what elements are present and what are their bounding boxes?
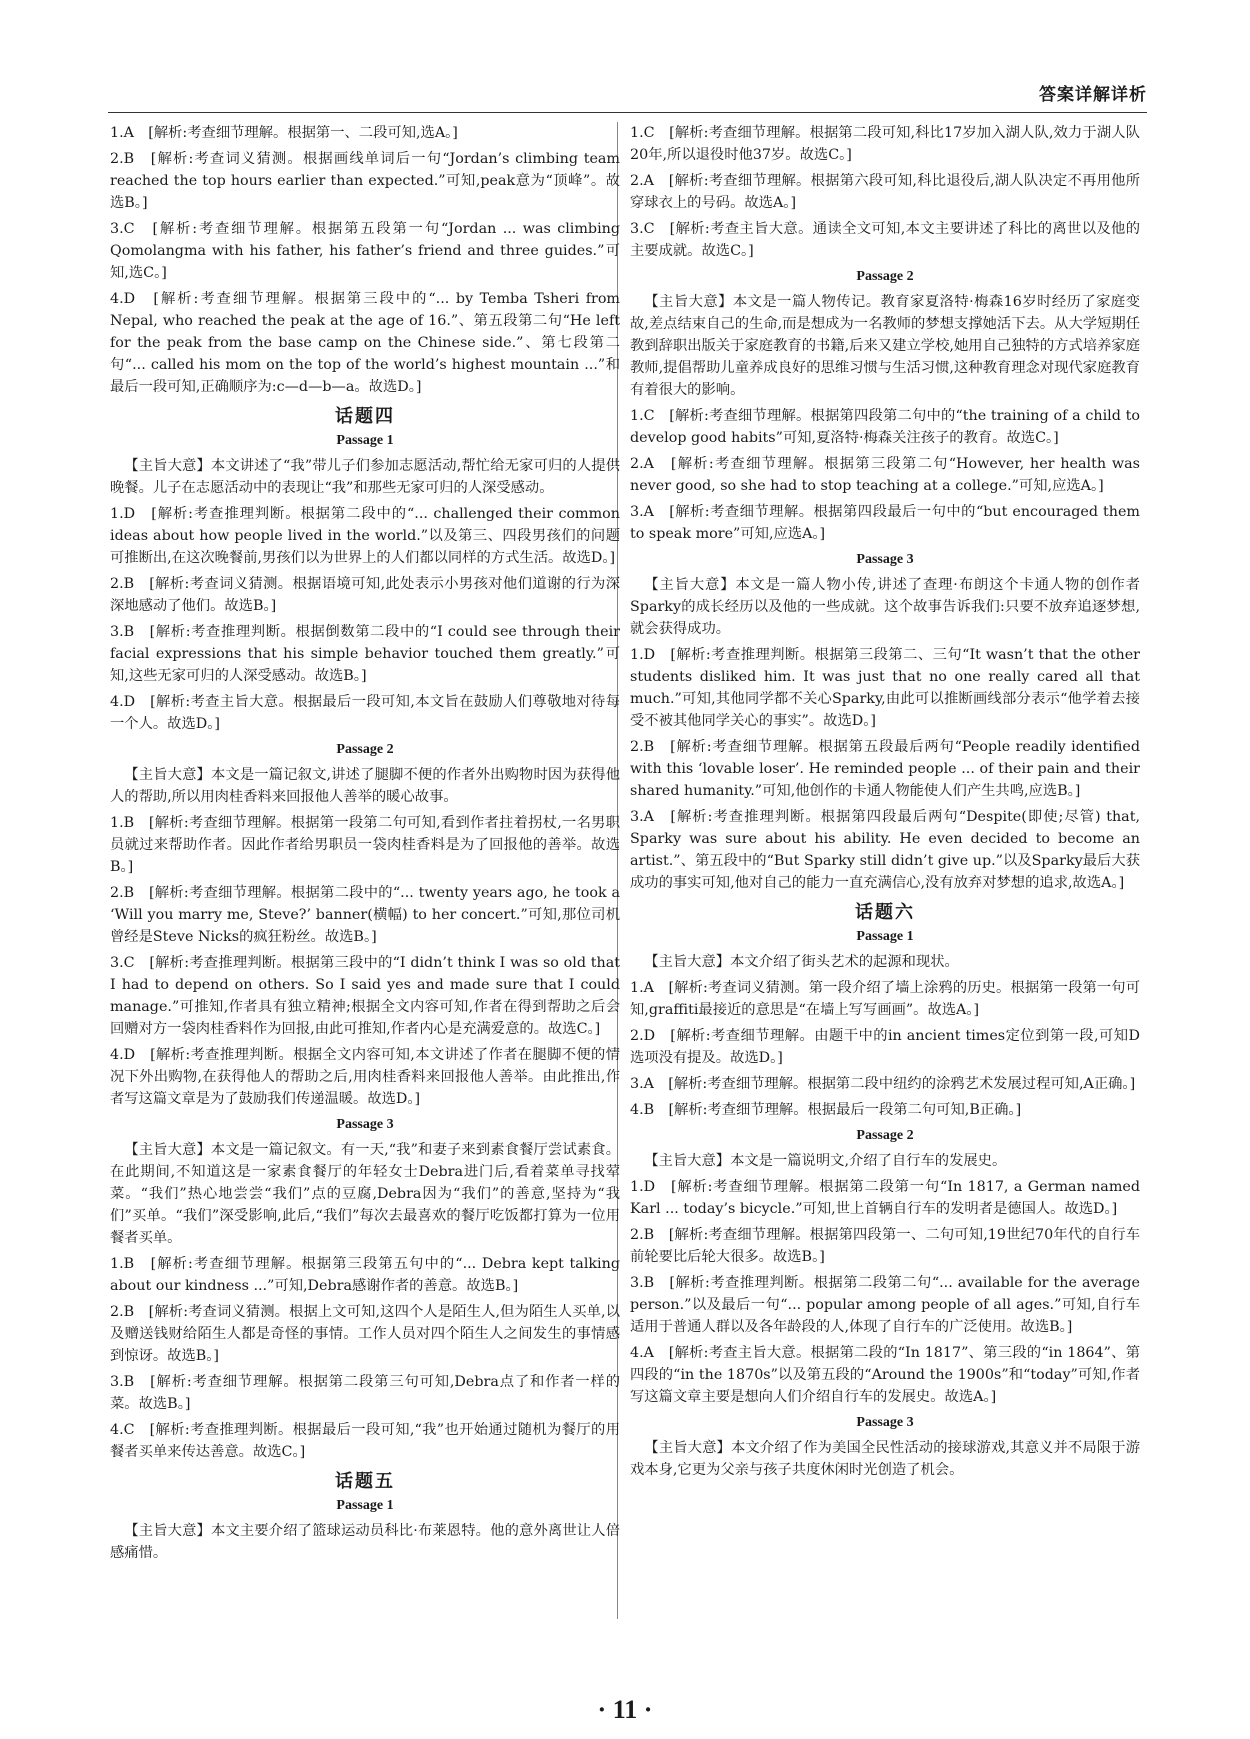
topic-heading: 话题四 [335, 406, 395, 427]
answer-item: 1.C [解析:考查细节理解。根据第二段可知,科比17岁加入湖人队,效力于湖人队20年,所以退役时他37岁。故选C。] [630, 125, 1140, 163]
summary-paragraph: 【主旨大意】本文是一篇人物小传,讲述了查理·布朗这个卡通人物的创作者Sparky的成长经历以及他的一些成就。这个故事告诉我们:只要不放弃追逐梦想,就会获得成功。 [630, 577, 1140, 637]
passage-heading: Passage 1 [856, 929, 914, 944]
answer-item: 4.D [解析:考查主旨大意。根据最后一段可知,本文旨在鼓励人们尊敬地对待每一个人。故选D。] [110, 694, 620, 732]
answer-item: 3.B [解析:考查推理判断。根据倒数第二段中的“I could see through their facial expressions that his simple behavior touched them greatly.”可知,这些无家可归的人深受感动。故选B。] [110, 624, 620, 684]
summary-paragraph: 【主旨大意】本文讲述了“我”带儿子们参加志愿活动,帮忙给无家可归的人提供晚餐。儿子在志愿活动中的表现让“我”和那些无家可归的人深受感动。 [110, 458, 620, 496]
answer-item: 3.C [解析:考查主旨大意。通读全文可知,本文主要讲述了科比的离世以及他的主要成就。故选C。] [630, 221, 1140, 259]
answer-item: 3.B [解析:考查细节理解。根据第二段第三句可知,Debra点了和作者一样的菜。故选B。] [110, 1374, 620, 1412]
passage-heading: Passage 2 [336, 742, 394, 757]
passage-heading: Passage 2 [856, 1128, 914, 1143]
answer-item: 3.A [解析:考查推理判断。根据第四段最后两句“Despite(即使;尽管) that, Sparky was sure about his ability. He even decided to become an artist.”、第五段中的“But Sparky still didn’t give up.”以及Sparky最后大获成功的事实可知,他对自己的能力一直充满信心,没有放弃对梦想的追求,故选A。] [630, 809, 1140, 891]
summary-paragraph: 【主旨大意】本文是一篇说明文,介绍了自行车的发展史。 [644, 1153, 1007, 1169]
passage-heading: Passage 3 [856, 552, 914, 567]
passage-heading: Passage 1 [336, 1498, 394, 1513]
answer-item: 1.A [解析:考查词义猜测。第一段介绍了墙上涂鸦的历史。根据第一段第一句可知,graffiti最接近的意思是“在墙上写写画画”。故选A。] [630, 980, 1140, 1018]
answer-item: 2.B [解析:考查细节理解。根据第五段最后两句“People readily identified with this ‘lovable loser’. He reminded people ... of their pain and their shared humanity.”可知,他创作的卡通人物能使人们产生共鸣,应选B。] [630, 739, 1140, 799]
passage-heading: Passage 2 [856, 269, 914, 284]
answer-item: 4.C [解析:考查推理判断。根据最后一段可知,“我”也开始通过随机为餐厅的用餐者买单来传达善意。故选C。] [110, 1422, 620, 1460]
answer-item: 2.B [解析:考查词义猜测。根据语境可知,此处表示小男孩对他们道谢的行为深深地感动了他们。故选B。] [110, 576, 620, 614]
answer-item: 1.C [解析:考查细节理解。根据第四段第二句中的“the training of a child to develop good habits”可知,夏洛特·梅森关注孩子的教育。故选C。] [630, 408, 1140, 446]
answer-item: 2.A [解析:考查细节理解。根据第六段可知,科比退役后,湖人队决定不再用他所穿球衣上的号码。故选A。] [630, 173, 1140, 211]
answer-item: 2.A [解析:考查细节理解。根据第三段第二句“However, her health was never good, so she had to stop teaching at a college.”可知,应选A。] [630, 456, 1140, 494]
page-number: · 11 · [597, 1695, 653, 1724]
left-column [110, 122, 620, 1568]
passage-heading: Passage 3 [336, 1117, 394, 1132]
summary-paragraph: 【主旨大意】本文是一篇人物传记。教育家夏洛特·梅森16岁时经历了家庭变故,差点结束自己的生命,而是想成为一名教师的梦想支撑她活下去。从大学短期任教到辞职出版关于家庭教育的书籍,后来又建立学校,她用自己独特的方式培养家庭教师,提倡帮助儿童养成良好的思维习惯与生活习惯,这种教育理念对现代家庭教育有着很大的影响。 [630, 294, 1140, 398]
answer-item: 3.A [解析:考查细节理解。根据第二段中纽约的涂鸦艺术发展过程可知,A正确。] [630, 1076, 1136, 1092]
answer-item: 1.B [解析:考查细节理解。根据第三段第五句中的“... Debra kept talking about our kindness ...”可知,Debra感谢作者的善意。故选B。] [110, 1256, 620, 1294]
answer-item: 1.D [解析:考查推理判断。根据第三段第二、三句“It wasn’t that the other students disliked him. It was just that no one really cared all that much.”可知,其他同学都不关心Sparky,由此可以推断画线部分表示“他学着去接受不被其他同学关心的事实”。故选D。] [630, 647, 1140, 729]
answer-item: 3.C [解析:考查推理判断。根据第三段中的“I didn’t think I was so old that I had to depend on others. So I said yes and made sure that I could manage.”可推知,作者具有独立精神;根据全文内容可知,作者在得到帮助之后会回赠对方一袋肉桂香料作为回报,由此可推知,作者内心是充满爱意的。故选C。] [110, 955, 620, 1037]
answer-item: 2.B [解析:考查词义猜测。根据画线单词后一句“Jordan’s climbing team reached the top hours earlier than expected.”可知,peak意为“顶峰”。故选B。] [110, 151, 620, 211]
answer-item: 2.B [解析:考查细节理解。根据第四段第一、二句可知,19世纪70年代的自行车前轮要比后轮大很多。故选B。] [630, 1227, 1140, 1265]
answer-item: 4.B [解析:考查细节理解。根据最后一段第二句可知,B正确。] [630, 1102, 1022, 1118]
page-header-title: 答案详解详析 [1039, 85, 1147, 105]
summary-paragraph: 【主旨大意】本文介绍了街头艺术的起源和现状。 [644, 954, 959, 970]
answer-item: 1.B [解析:考查细节理解。根据第一段第二句可知,看到作者拄着拐杖,一名男职员就过来帮助作者。因此作者给男职员一袋肉桂香料是为了回报他的善举。故选B。] [110, 815, 620, 875]
answer-item: 3.B [解析:考查推理判断。根据第二段第二句“... available for the average person.”以及最后一句“... popular among people of all ages.”可知,自行车适用于普通人群以及各年龄段的人,体现了自行车的广泛使用。故选B。] [630, 1275, 1140, 1335]
header-rule [108, 112, 1147, 113]
answer-item: 4.A [解析:考查主旨大意。根据第二段的“In 1817”、第三段的“in 1864”、第四段的“in the 1870s”以及第五段的“Around the 1900s”和“today”可知,作者写这篇文章主要是想向人们介绍自行车的发展史。故选A。] [630, 1345, 1140, 1405]
summary-paragraph: 【主旨大意】本文介绍了作为美国全民性活动的接球游戏,其意义并不局限于游戏本身,它更为父亲与孩子共度休闲时光创造了机会。 [630, 1440, 1140, 1478]
answer-item: 1.A [解析:考查细节理解。根据第一、二段可知,选A。] [110, 125, 458, 141]
right-column [630, 122, 1140, 1485]
passage-heading: Passage 1 [336, 433, 394, 448]
answer-item: 2.D [解析:考查细节理解。由题干中的in ancient times定位到第一段,可知D选项没有提及。故选D。] [630, 1028, 1140, 1066]
passage-heading: Passage 3 [856, 1415, 914, 1430]
answer-item: 3.A [解析:考查细节理解。根据第四段最后一句中的“but encouraged them to speak more”可知,应选A。] [630, 504, 1140, 542]
topic-heading: 话题六 [855, 902, 915, 923]
summary-paragraph: 【主旨大意】本文是一篇记叙文。有一天,“我”和妻子来到素食餐厅尝试素食。在此期间,不知道这是一家素食餐厅的年轻女士Debra进门后,看着菜单寻找荤菜。“我们”热心地尝尝“我们”点的豆腐,Debra因为“我们”的善意,坚持为“我们”买单。“我们”深受影响,此后,“我们”每次去最喜欢的餐厅吃饭都打算为一位用餐者买单。 [110, 1142, 620, 1246]
answer-item: 3.C [解析:考查细节理解。根据第五段第一句“Jordan ... was climbing Qomolangma with his father, his father’s friend and three guides.”可知,选C。] [110, 221, 620, 281]
answer-item: 4.D [解析:考查细节理解。根据第三段中的“... by Temba Tsheri from Nepal, who reached the peak at the age of 16.”、第五段第二句“He left for the peak from the base camp on the Chinese side.”、第七段第二句“... called his mom on the top of the world’s highest mountain ...”和最后一段可知,正确顺序为:c—d—b—a。故选D。] [110, 291, 620, 395]
topic-heading: 话题五 [335, 1471, 395, 1492]
answer-item: 4.D [解析:考查推理判断。根据全文内容可知,本文讲述了作者在腿脚不便的情况下外出购物,在获得他人的帮助之后,用肉桂香料来回报他人善举。由此推出,作者写这篇文章是为了鼓励我们传递温暖。故选D。] [110, 1047, 620, 1107]
answer-item: 2.B [解析:考查词义猜测。根据上文可知,这四个人是陌生人,但为陌生人买单,以及赠送钱财给陌生人都是奇怪的事情。工作人员对四个陌生人之间发生的事情感到惊讶。故选B。] [110, 1304, 620, 1364]
summary-paragraph: 【主旨大意】本文是一篇记叙文,讲述了腿脚不便的作者外出购物时因为获得他人的帮助,所以用肉桂香料来回报他人善举的暖心故事。 [110, 767, 620, 805]
summary-paragraph: 【主旨大意】本文主要介绍了篮球运动员科比·布莱恩特。他的意外离世让人倍感痛惜。 [110, 1523, 620, 1561]
answer-item: 1.D [解析:考查细节理解。根据第二段第一句“In 1817, a German named Karl ... today’s bicycle.”可知,世上首辆自行车的发明者是德国人。故选D。] [630, 1179, 1140, 1217]
answer-item: 1.D [解析:考查推理判断。根据第二段中的“... challenged their common ideas about how people lived in the world.”以及第三、四段男孩们的问题可推断出,在这次晚餐前,男孩们以为世界上的人们都以同样的方式生活。故选D。] [110, 506, 620, 566]
answer-item: 2.B [解析:考查细节理解。根据第二段中的“... twenty years ago, he took a ‘Will you marry me, Steve?’ banner(横幅) to her concert.”可知,那位司机曾经是Steve Nicks的疯狂粉丝。故选B。] [110, 885, 620, 945]
